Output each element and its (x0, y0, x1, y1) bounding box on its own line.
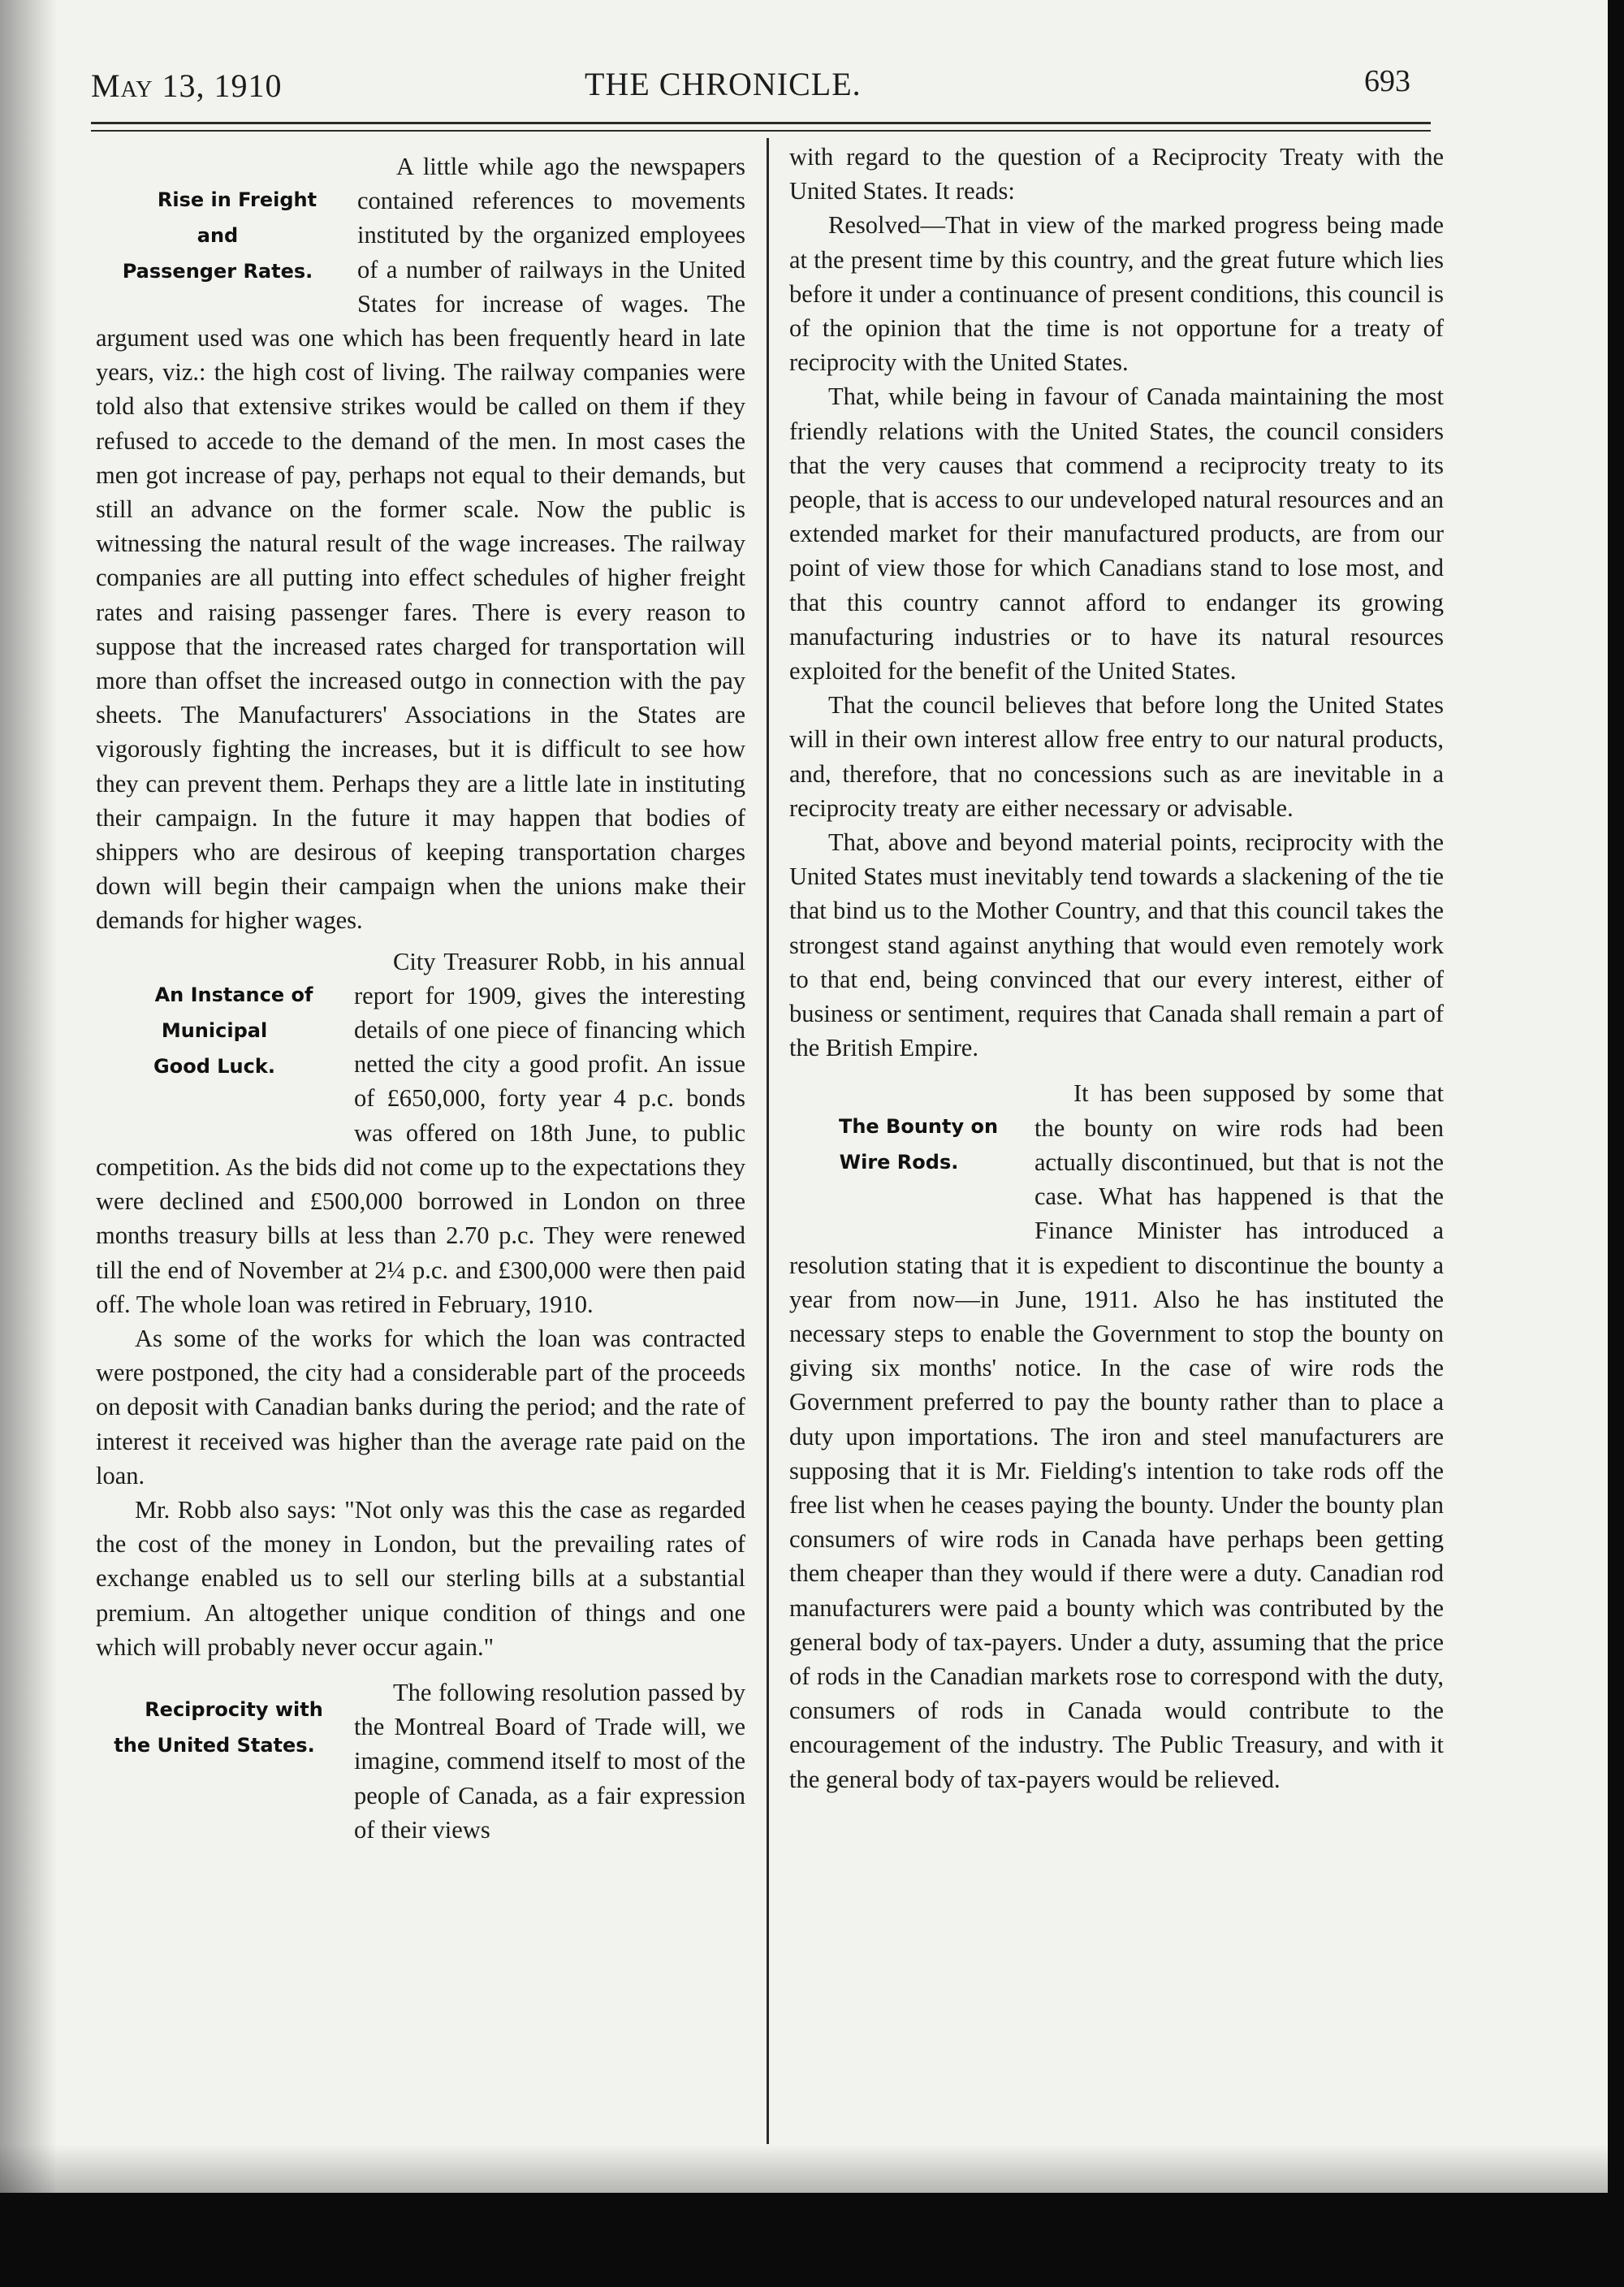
header-date: May 13, 1910 (91, 67, 283, 104)
sidenote-line: Good Luck. (153, 1054, 275, 1078)
binding-shadow (0, 0, 57, 2193)
sidenote-municipal-luck (93, 945, 336, 1139)
sidenote-line: An Instance of (154, 983, 313, 1006)
resolution-paragraph: Resolved—That in view of the marked progress being made at the present time by this country, and the great future which lies before it under a continuance of present conditions, this council is of the opinion that the time is not opportune for a treaty of reciprocity with the United States. (789, 211, 1444, 377)
sidenote-line: Passenger Rates. (122, 260, 313, 283)
sidenote-reciprocity (93, 1675, 336, 1828)
sidenote-line: Reciprocity with (145, 1697, 323, 1721)
paragraph: Mr. Robb also says: "Not only was this the case as regarded the cost of the money in London, but the prevailing rates of exchange enabled us to sell our sterling bills at a substantial premium. An altogether unique condition of things and one which will probably never occur again." (96, 1495, 745, 1661)
sidenote-line: The Bounty on (838, 1115, 999, 1139)
resolution-paragraph: That, above and beyond material points, reciprocity with the United States must inevitably tend towards a slackening of the tie that bind us to the Mother Country, and that this council takes the strongest stand against anything that would even remotely work to that end, being convinced that our every interest, either of business or sentiment, requires that Canada shall remain a part of the British Empire. (789, 828, 1444, 1062)
paragraph-text: A little while ago the newspapers contained references to movements instituted by the organized employees of a number of railways in the United States for increase of wages. The argument used was one which has been frequently heard in late years, viz.: the high cost of living. The railway companies were told also that extensive strikes would be called on them if they refused to accede to the demand of the men. In most cases the men got increase of pay, perhaps not equal to their demands, but still an advance on the former scale. Now the public is witnessing the natural result of the wage increases. The railway companies are all putting into effect schedules of higher freight rates and raising passenger fares. There is every reason to suppose that the increased rates charged for transportation will more than offset the increased outgo in connection with the pay sheets. The Manufacturers' Associations in the States are vigorously fighting the increases, but it is difficult to see how they can prevent them. Perhaps they are a little late in instituting their campaign. In the future it may happen that bodies of shippers who are desirous of keeping transportation charges down will begin their campaign when the unions make their demands for higher wages. (96, 153, 745, 935)
paragraph-text: The following resolution passed by the Montreal Board of Trade will, we imagine, commend itself to most of the people of Canada, as a fair expression of their views (354, 1678, 745, 1844)
paragraph-text: City Treasurer Robb, in his annual report for 1909, gives the interesting details of one piece of financing which netted the city a good profit. An issue of £650,000, forty year 4 p.c. bonds was offered on 18th June, to public competition. As the bids did not come up to the expectations they were declined and £500,000 borrowed in London on three months treasury bills at less than 2.70 p.c. They were renewed till the end of November at 2¼ p.c. and £300,000 were then paid off. The whole loan was retired in February, 1910. (96, 947, 745, 1318)
paragraph: with regard to the question of a Reciprocity Treaty with the United States. It reads: (789, 143, 1444, 205)
page-number: 693 (1364, 64, 1410, 98)
header-title: THE CHRONICLE. (585, 66, 862, 102)
sidenote-line: Rise in Freight and (157, 188, 317, 247)
left-column (96, 149, 745, 1847)
header-rule-thin (91, 130, 1431, 132)
paragraph-text: It has been supposed by some that the bounty on wire rods had been actually discontinued, but that is not the case. What has happened is that the Finance Minister has introduced a resolution stating that it is expedient to discontinue the bounty a year from now—in June, 1911. Also he has instituted the necessary steps to enable the Government to stop the bounty on giving six months' notice. In the case of wire rods the Government preferred to pay the bounty rather than to place a duty upon importations. The iron and steel manufacturers are supposing that it is Mr. Fielding's intention to take rods off the free list when he ceases paying the bounty. Under the bounty plan consumers of wire rods in Canada have perhaps been getting them cheaper than they would if there were a duty. Canadian rod manufacturers were paid a bounty which was contributed by the general body of tax-payers. Under a duty, assuming that the price of rods in the Canadian markets rose to correspond with the duty, consumers of rods in Canada would contribute to the encouragement of the industry. The Public Treasury, and with it the general body of tax-payers would be relieved. (789, 1079, 1444, 1793)
page-bottom-edge (0, 2144, 1608, 2193)
sidenote-freight-rates (96, 149, 339, 318)
article-reciprocity (96, 1675, 745, 1847)
sidenote-line: the United States. (114, 1733, 315, 1757)
paragraph: As some of the works for which the loan was contracted were postponed, the city had a considerable part of the proceeds on deposit with Canadian banks during the period; and the rate of interest it received was higher than the average rate paid on the loan. (96, 1324, 745, 1489)
header-rule (91, 122, 1431, 124)
sidenote-line: Wire Rods. (839, 1151, 959, 1174)
right-column (789, 140, 1444, 1796)
resolution-paragraph: That, while being in favour of Canada maintaining the most friendly relations with the United States, the council considers that the very causes that commend a reciprocity treaty to its people, that is access to our undeveloped natural resources and an extended market for their manufactured products, are from our point of view those for which Canadians stand to lose most, and that this country cannot afford to endanger its growing manufacturing industries or to have its natural resources exploited for the benefit of the United States. (789, 383, 1444, 685)
article-freight-rates (96, 149, 745, 938)
column-divider (767, 138, 769, 2144)
resolution-paragraph: That the council believes that before long the United States will in their own interest allow free entry to our natural products, and, therefore, that no concessions such as are inevitable in a reciprocity treaty are either necessary or advisable. (789, 691, 1444, 822)
sidenote-bounty-wire-rods (781, 1076, 1017, 1245)
sidenote-line: Municipal (161, 1018, 268, 1042)
article-municipal-luck (96, 945, 745, 1321)
article-bounty-wire-rods (789, 1076, 1444, 1796)
